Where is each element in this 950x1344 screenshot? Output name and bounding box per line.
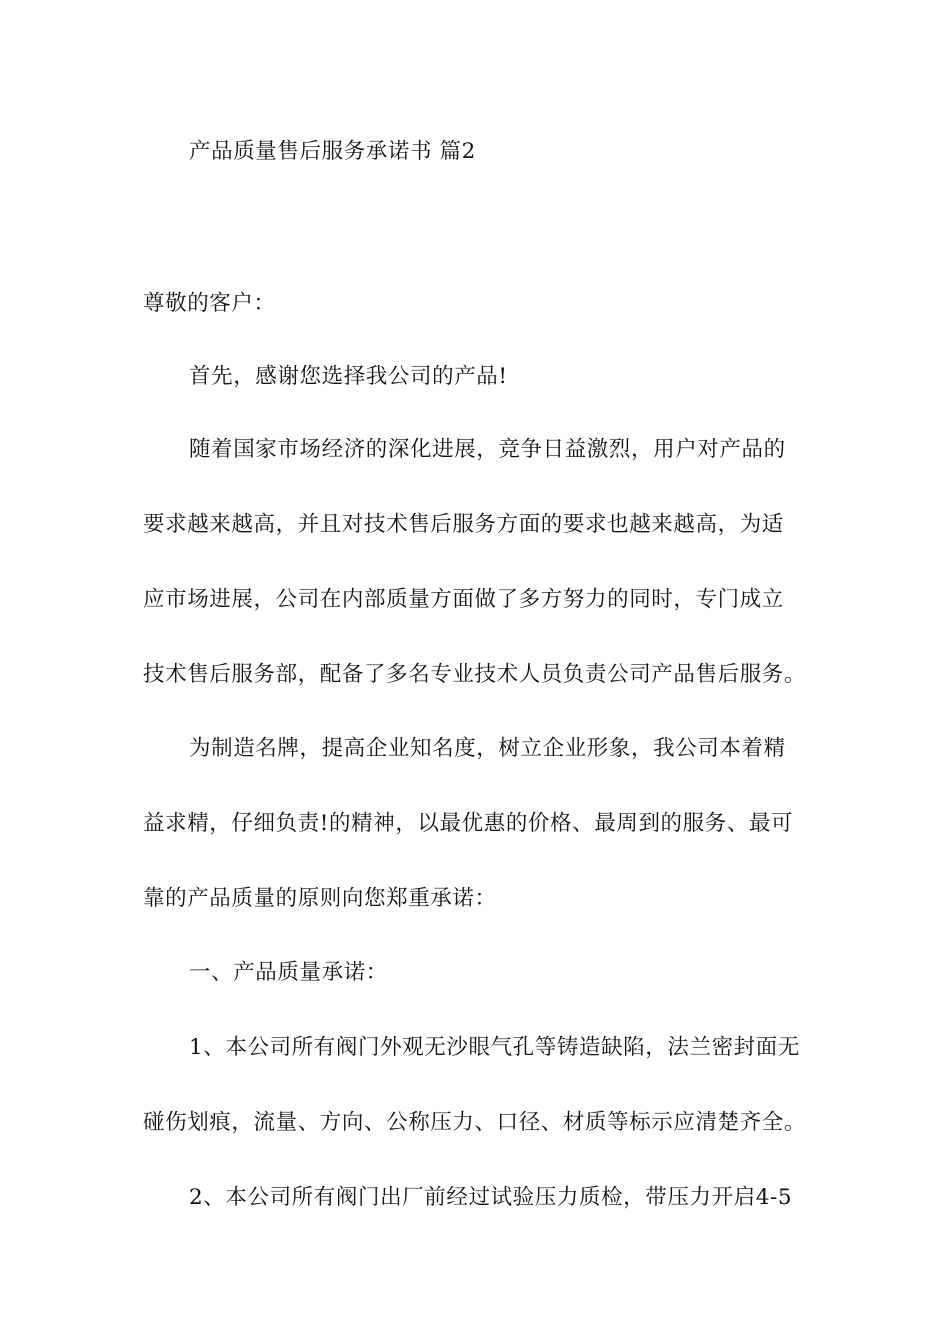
paragraph-line: 为制造名牌，提高企业知名度，树立企业形象，我公司本着精 [189,736,786,761]
paragraph-line: 2、本公司所有阀门出厂前经过试验压力质检，带压力开启4-5 [189,1185,793,1210]
section-heading: 一、产品质量承诺： [189,960,388,985]
paragraph-line: 随着国家市场经济的深化进展，竞争日益激烈，用户对产品的 [189,437,786,462]
paragraph-line: 要求越来越高，并且对技术售后服务方面的要求也越来越高，为适 [143,512,784,537]
paragraph-line: 碰伤划痕，流量、方向、公称压力、口径、材质等标示应清楚齐全。 [143,1110,807,1135]
salutation: 尊敬的客户： [143,291,276,316]
paragraph-line: 靠的产品质量的原则向您郑重承诺： [143,886,497,911]
paragraph-line: 应市场进展，公司在内部质量方面做了多方努力的同时，专门成立 [143,587,784,612]
document-title: 产品质量售后服务承诺书 篇2 [189,139,476,164]
paragraph-line: 技术售后服务部，配备了多名专业技术人员负责公司产品售后服务。 [143,662,807,687]
paragraph-line: 1、本公司所有阀门外观无沙眼气孔等铸造缺陷，法兰密封面无 [189,1035,800,1060]
paragraph-line: 益求精，仔细负责!的精神，以最优惠的价格、最周到的服务、最可 [143,811,794,836]
paragraph-line: 首先，感谢您选择我公司的产品! [189,364,508,389]
